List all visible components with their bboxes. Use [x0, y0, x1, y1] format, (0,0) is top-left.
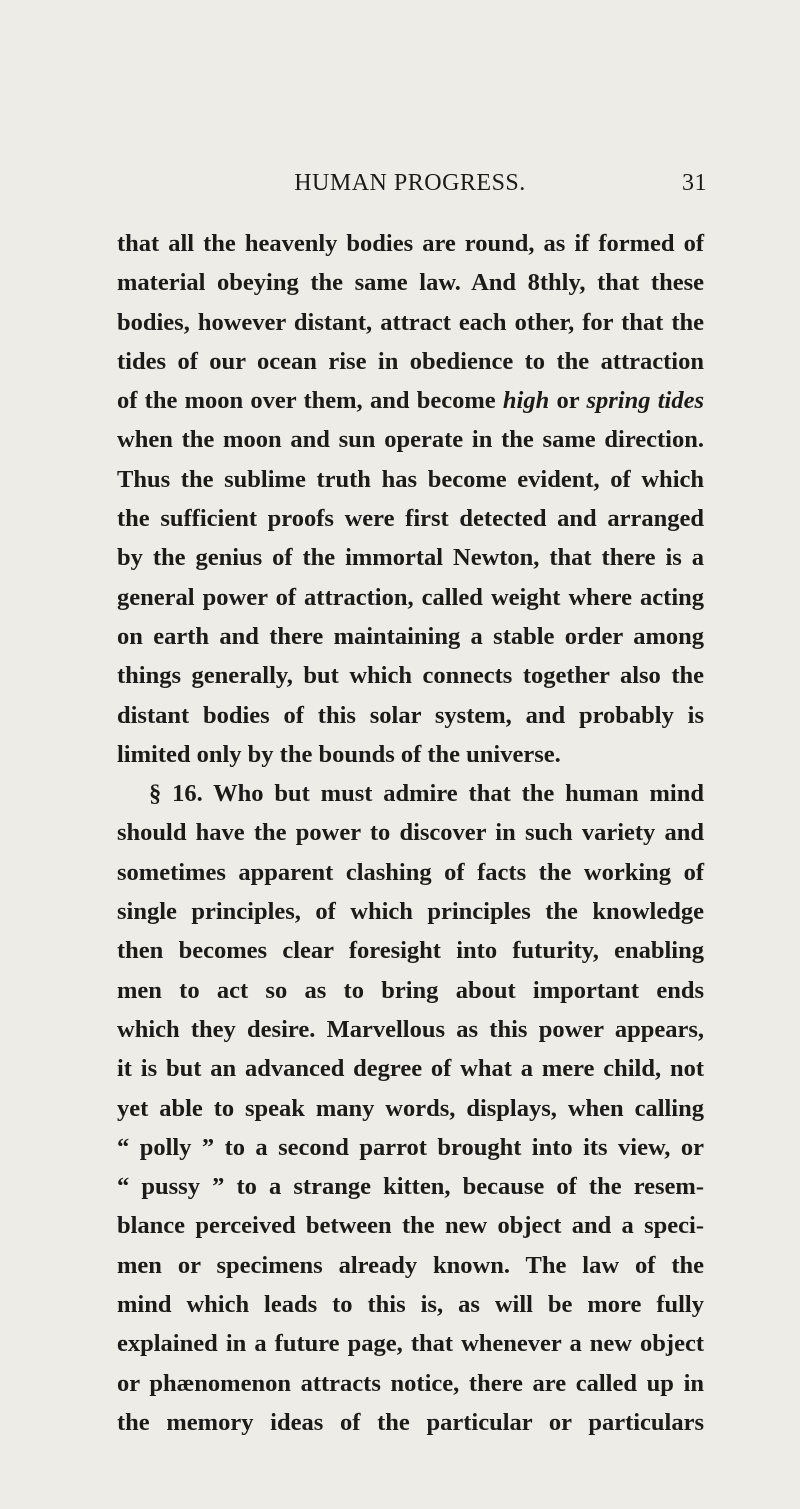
running-title: HUMAN PROGRESS. [294, 170, 526, 196]
text-line: tides of our ocean rise in obedience to the attraction [117, 347, 704, 375]
text-line: the sufficient proofs were first detected and arranged [117, 505, 704, 533]
text-line: should have the power to discover in such variety and [117, 819, 704, 847]
text-line: material obeying the same law. And 8thly, that these [117, 269, 704, 297]
text-line: yet able to speak many words, displays, when calling [117, 1094, 704, 1122]
text-line: mind which leads to this is, as will be more fully [117, 1291, 704, 1319]
text-line: limited only by the bounds of the universe. [117, 740, 561, 768]
text-line: on earth and there maintaining a stable order among [117, 622, 704, 650]
text-line: men to act so as to bring about important ends [117, 976, 704, 1004]
body-text [117, 224, 704, 1442]
text-line: it is but an advanced degree of what a mere child, not [117, 1055, 704, 1083]
text-line: or phænomenon attracts notice, there are called up in [117, 1369, 704, 1397]
italic-term-high: high [502, 387, 550, 415]
text-line: single principles, of which principles the knowledge [117, 898, 704, 926]
text-line: the memory ideas of the particular or particulars [117, 1408, 704, 1436]
page-number: 31 [682, 170, 707, 196]
text-line: men or specimens already known. The law of the [117, 1251, 704, 1279]
text-line: bodies, however distant, attract each other, for that the [117, 308, 704, 336]
text-run: or [549, 387, 587, 415]
running-head [120, 170, 707, 200]
text-line: things generally, but which connects together also the [117, 662, 704, 690]
text-line: explained in a future page, that whenever a new object [117, 1330, 704, 1358]
text-line: distant bodies of this solar system, and probably is [117, 701, 704, 729]
text-line [117, 381, 704, 420]
text-line: which they desire. Marvellous as this power appears, [117, 1015, 704, 1043]
text-line: “ pussy ” to a strange kitten, because of the resem- [117, 1173, 704, 1201]
text-line: general power of attraction, called weight where acting [117, 583, 704, 611]
text-line: sometimes apparent clashing of facts the working of [117, 858, 704, 886]
text-line: when the moon and sun operate in the same direction. [117, 426, 704, 454]
text-line: Thus the sublime truth has become evident, of which [117, 465, 704, 493]
italic-term-spring-tides: spring tides [586, 387, 704, 415]
text-line: by the genius of the immortal Newton, that there is a [117, 544, 704, 572]
text-run: of the moon over them, and become [117, 387, 503, 415]
text-line: that all the heavenly bodies are round, as if formed of [117, 230, 704, 257]
paragraph-start-line: § 16. Who but must admire that the human mind [149, 780, 704, 808]
text-line: blance perceived between the new object and a speci- [117, 1212, 704, 1240]
text-line: then becomes clear foresight into futurity, enabling [117, 937, 704, 965]
text-line: “ polly ” to a second parrot brought into its view, or [117, 1133, 704, 1161]
